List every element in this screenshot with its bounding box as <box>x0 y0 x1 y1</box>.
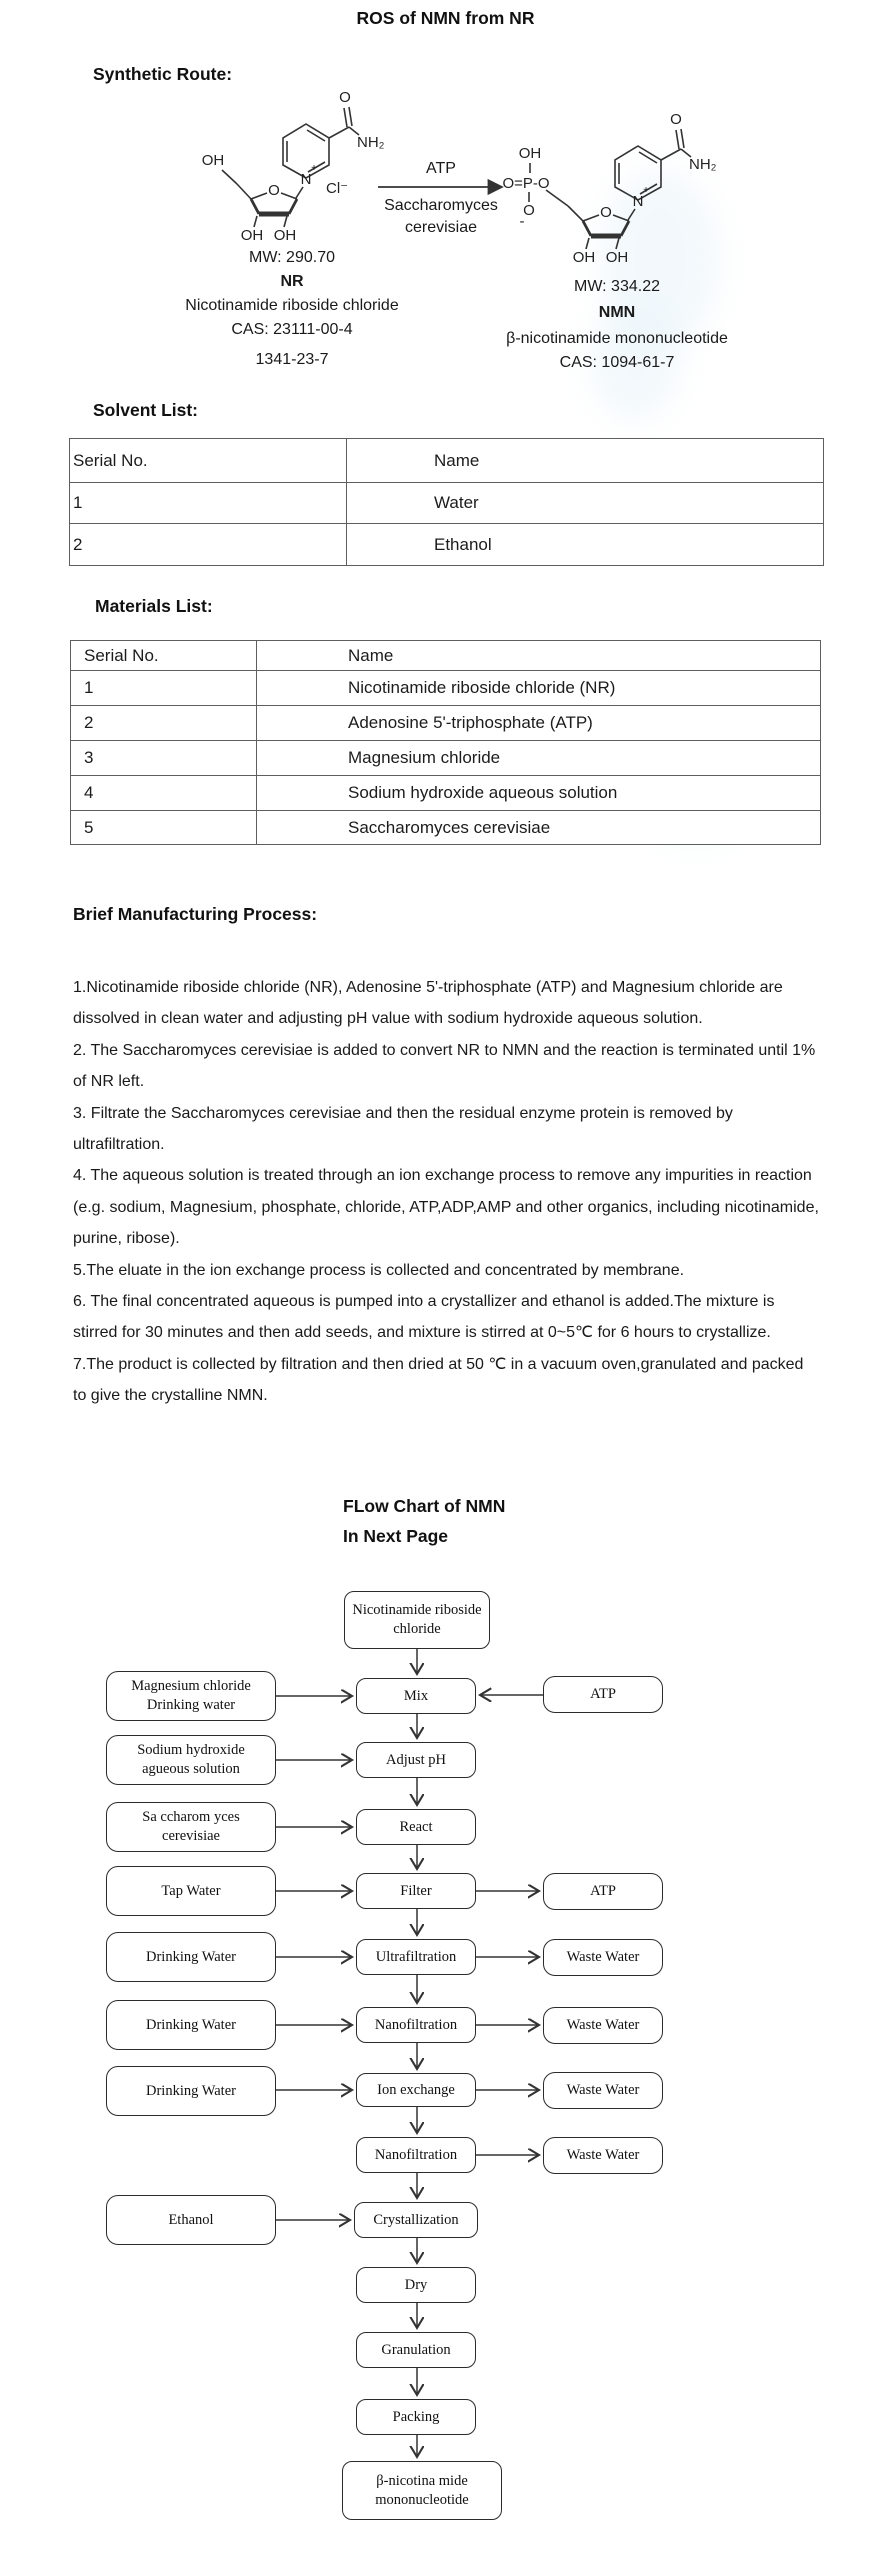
process-step: 2. The Saccharomyces cerevisiae is added to convert NR to NMN and the reaction is terminated until 1% of NR left. <box>73 1041 816 1091</box>
column-header-name: Name <box>257 641 821 671</box>
process-step: 6. The final concentrated aqueous is pumped into a crystallizer and ethanol is added.The mixture is stirred for 30 minutes and then add seeds, and mixture is stirred at 0~5℃ for 6 hours to crystallize. <box>73 1293 775 1342</box>
atom-label: O <box>523 202 535 219</box>
cell-name: Saccharomyces cerevisiae <box>257 811 821 845</box>
cell-serial: 5 <box>71 811 257 845</box>
atom-label: NH₂ <box>689 156 717 173</box>
atom-label: OH <box>273 227 297 244</box>
cell-serial: 4 <box>71 776 257 811</box>
flow-node-dry: Dry <box>356 2267 476 2303</box>
flow-input-sodium-hydroxide: Sodium hydroxide agueous solution <box>106 1735 276 1785</box>
column-header-name: Name <box>347 439 824 483</box>
flow-node-product: β-nicotina mide mononucleotide <box>342 2461 502 2520</box>
flow-side-atp-in: ATP <box>543 1676 663 1713</box>
process-step: 3. Filtrate the Saccharomyces cerevisiae and then the residual enzyme protein is removed by ultrafiltration. <box>73 1104 733 1154</box>
cell-serial: 2 <box>71 706 257 741</box>
flow-node-granulation: Granulation <box>356 2332 476 2368</box>
synthetic-route-heading: Synthetic Route: <box>93 64 233 84</box>
flow-side-waste-water-4: Waste Water <box>543 2137 663 2174</box>
nr-cas2: 1341-23-7 <box>255 351 329 368</box>
flow-input-ethanol: Ethanol <box>106 2195 276 2245</box>
flow-node-packing: Packing <box>356 2399 476 2435</box>
atom-label: OH <box>572 249 596 266</box>
atom-label: - <box>519 213 525 230</box>
flow-node-ultrafiltration: Ultrafiltration <box>356 1939 476 1975</box>
nr-structure-atoms <box>202 89 385 244</box>
nmn-structure-atoms <box>502 111 716 266</box>
nr-structure-bonds <box>222 107 359 227</box>
flow-node-mix: Mix <box>356 1678 476 1714</box>
table-row <box>71 741 821 776</box>
atom-label: O <box>339 89 351 106</box>
flow-side-waste-water-3: Waste Water <box>543 2072 663 2109</box>
table-row <box>71 671 821 706</box>
atom-label: O <box>268 182 280 199</box>
table-row <box>71 706 821 741</box>
flow-input-saccharomyces: Sa ccharom yces cerevisiae <box>106 1802 276 1852</box>
nmn-abbr: NMN <box>598 304 636 321</box>
nr-name: Nicotinamide riboside chloride <box>185 297 399 314</box>
column-header-serial: Serial No. <box>70 439 347 483</box>
flow-input-drinking-water-3: Drinking Water <box>106 2066 276 2116</box>
flow-node-ion-exchange: Ion exchange <box>356 2073 476 2107</box>
atom-label: NH₂ <box>357 134 385 151</box>
column-header-serial: Serial No. <box>71 641 257 671</box>
table-header-row <box>71 641 821 671</box>
nmn-cas: CAS: 1094-61-7 <box>559 354 675 371</box>
cell-name: Sodium hydroxide aqueous solution <box>257 776 821 811</box>
cell-serial: 3 <box>71 741 257 776</box>
process-step: 5.The eluate in the ion exchange process is collected and concentrated by membrane. <box>73 1261 685 1279</box>
cell-name: Magnesium chloride <box>257 741 821 776</box>
cell-name: Nicotinamide riboside chloride (NR) <box>257 671 821 706</box>
flow-node-filter: Filter <box>356 1873 476 1909</box>
solvent-list-heading: Solvent List: <box>93 400 199 420</box>
flow-input-drinking-water-2: Drinking Water <box>106 2000 276 2050</box>
nr-abbr: NR <box>280 273 304 290</box>
table-header-row <box>70 439 824 483</box>
cell-serial: 2 <box>70 524 347 566</box>
flow-side-waste-water-2: Waste Water <box>543 2007 663 2044</box>
process-heading: Brief Manufacturing Process: <box>73 904 318 924</box>
flow-node-crystallization: Crystallization <box>354 2202 478 2238</box>
atom-label: OH <box>240 227 264 244</box>
flow-input-magnesium-chloride: Magnesium chloride Drinking water <box>106 1671 276 1721</box>
nmn-mw: MW: 334.22 <box>574 278 660 295</box>
atom-label: N <box>632 193 644 210</box>
nmn-name: β-nicotinamide mononucleotide <box>506 330 728 347</box>
flow-side-waste-water-1: Waste Water <box>543 1939 663 1976</box>
flow-node-nanofiltration-2: Nanofiltration <box>356 2137 476 2173</box>
atom-label: Cl⁻ <box>326 180 349 197</box>
atom-label: OH <box>605 249 629 266</box>
flow-node-start: Nicotinamide riboside chloride <box>344 1591 490 1649</box>
flow-node-nanofiltration-1: Nanofiltration <box>356 2007 476 2043</box>
atom-label: N <box>300 171 312 188</box>
process-step: 1.Nicotinamide riboside chloride (NR), Adenosine 5'-triphosphate (ATP) and Magnesium chloride are dissolved in clean water and adjusting pH value with sodium hydroxide aqueous solution. <box>73 979 783 1028</box>
atom-label: + <box>311 163 317 174</box>
cell-name: Ethanol <box>347 524 824 566</box>
cell-name: Adenosine 5'-triphosphate (ATP) <box>257 706 821 741</box>
cell-serial: 1 <box>70 483 347 524</box>
table-row <box>71 776 821 811</box>
flow-input-tap-water: Tap Water <box>106 1866 276 1916</box>
flowchart-title-line2: In Next Page <box>343 1526 449 1546</box>
flow-node-react: React <box>356 1809 476 1845</box>
table-row <box>71 811 821 845</box>
process-step: 7.The product is collected by filtration and then dried at 50 ℃ in a vacuum oven,granulated and packed to give the crystalline NMN. <box>73 1355 804 1405</box>
materials-table <box>70 640 821 845</box>
table-row <box>70 483 824 524</box>
atom-label: OH <box>518 145 542 162</box>
flow-node-adjust-ph: Adjust pH <box>356 1742 476 1778</box>
nr-mw: MW: 290.70 <box>249 249 335 266</box>
atom-label: + <box>643 185 649 196</box>
nmn-structure-bonds <box>529 129 691 249</box>
atom-label: O <box>670 111 682 128</box>
process-text <box>73 972 821 1412</box>
flow-side-atp-out: ATP <box>543 1873 663 1910</box>
cell-serial: 1 <box>71 671 257 706</box>
reaction-organism-line2: cerevisiae <box>404 219 478 236</box>
cell-name: Water <box>347 483 824 524</box>
atom-label: O <box>600 204 612 221</box>
flowchart-title-line1: FLow Chart of NMN <box>343 1496 506 1516</box>
page-title: ROS of NMN from NR <box>356 8 535 28</box>
atom-label: OH <box>201 152 225 169</box>
flow-input-drinking-water-1: Drinking Water <box>106 1932 276 1982</box>
atom-label: O=P-O <box>502 175 550 192</box>
process-step: 4. The aqueous solution is treated through an ion exchange process to remove any impurities in reaction (e.g. sodium, Magnesium, phosphate, chloride, ATP,ADP,AMP and other organics, including nicotinamide, purine, ribose). <box>73 1167 819 1248</box>
solvent-table <box>69 438 824 566</box>
reaction-reagent: ATP <box>426 160 456 177</box>
nr-cas: CAS: 23111-00-4 <box>231 321 353 338</box>
reaction-organism-line1: Saccharomyces <box>384 197 498 214</box>
materials-list-heading: Materials List: <box>95 596 213 616</box>
table-row <box>70 524 824 566</box>
